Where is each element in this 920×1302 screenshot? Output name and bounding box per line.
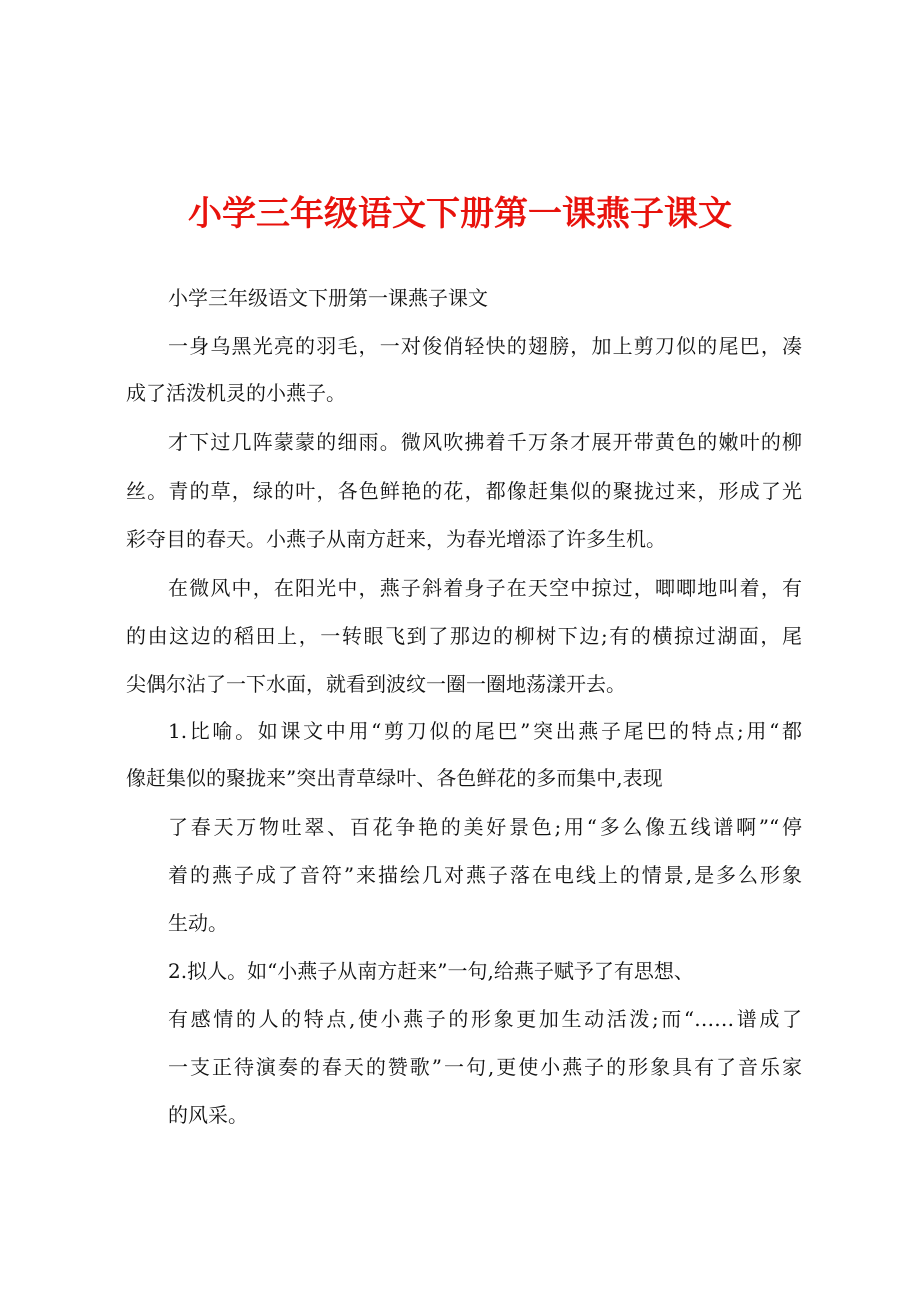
paragraph-2-line-3: 彩夺目的春天。小燕子从南方赶来，为春光增添了许多生机。 — [126, 527, 666, 551]
item-1-line-2: 像赶集似的聚拢来”突出青草绿叶、各色鲜花的多而集中,表现 — [126, 766, 663, 790]
paragraph-1-line-1: 一身乌黑光亮的羽毛，一对俊俏轻快的翅膀，加上剪刀似的尾巴，凑 — [168, 334, 802, 358]
paragraph-3-line-2: 的由这边的稻田上，一转眼飞到了那边的柳树下边;有的横掠过湖面，尾 — [126, 624, 802, 648]
item-2-line-3: 一支正待演奏的春天的赞歌”一句,更使小燕子的形象具有了音乐家 — [168, 1055, 802, 1079]
paragraph-3-line-1: 在微风中，在阳光中，燕子斜着身子在天空中掠过，唧唧地叫着，有 — [168, 576, 802, 600]
item-1-line-3: 了春天万物吐翠、百花争艳的美好景色;用“多么像五线谱啊”“停 — [168, 815, 802, 839]
paragraph-2-line-1: 才下过几阵蒙蒙的细雨。微风吹拂着千万条才展开带黄色的嫩叶的柳 — [168, 430, 802, 454]
paragraph-3-line-3: 尖偶尔沾了一下水面，就看到波纹一圈一圈地荡漾开去。 — [126, 672, 626, 696]
paragraph-1-line-2: 成了活泼机灵的小燕子。 — [126, 381, 346, 405]
item-2-line-1: 2.拟人。如“小燕子从南方赶来”一句,给燕子赋予了有思想、 — [168, 959, 694, 983]
item-1-line-5: 生动。 — [168, 911, 228, 935]
document-title: 小学三年级语文下册第一课燕子课文 — [188, 194, 732, 234]
item-2-line-2: 有感情的人的特点,使小燕子的形象更加生动活泼;而“……谱成了 — [168, 1007, 802, 1031]
item-1-line-4: 着的燕子成了音符”来描绘几对燕子落在电线上的情景,是多么形象 — [168, 863, 802, 887]
paragraph-2-line-2: 丝。青的草，绿的叶，各色鲜艳的花，都像赶集似的聚拢过来，形成了光 — [126, 479, 802, 503]
item-2-line-4: 的风采。 — [168, 1103, 248, 1127]
item-1-line-1: 1.比喻。如课文中用“剪刀似的尾巴”突出燕子尾巴的特点;用“都 — [168, 719, 802, 743]
subtitle-line: 小学三年级语文下册第一课燕子课文 — [168, 286, 488, 310]
